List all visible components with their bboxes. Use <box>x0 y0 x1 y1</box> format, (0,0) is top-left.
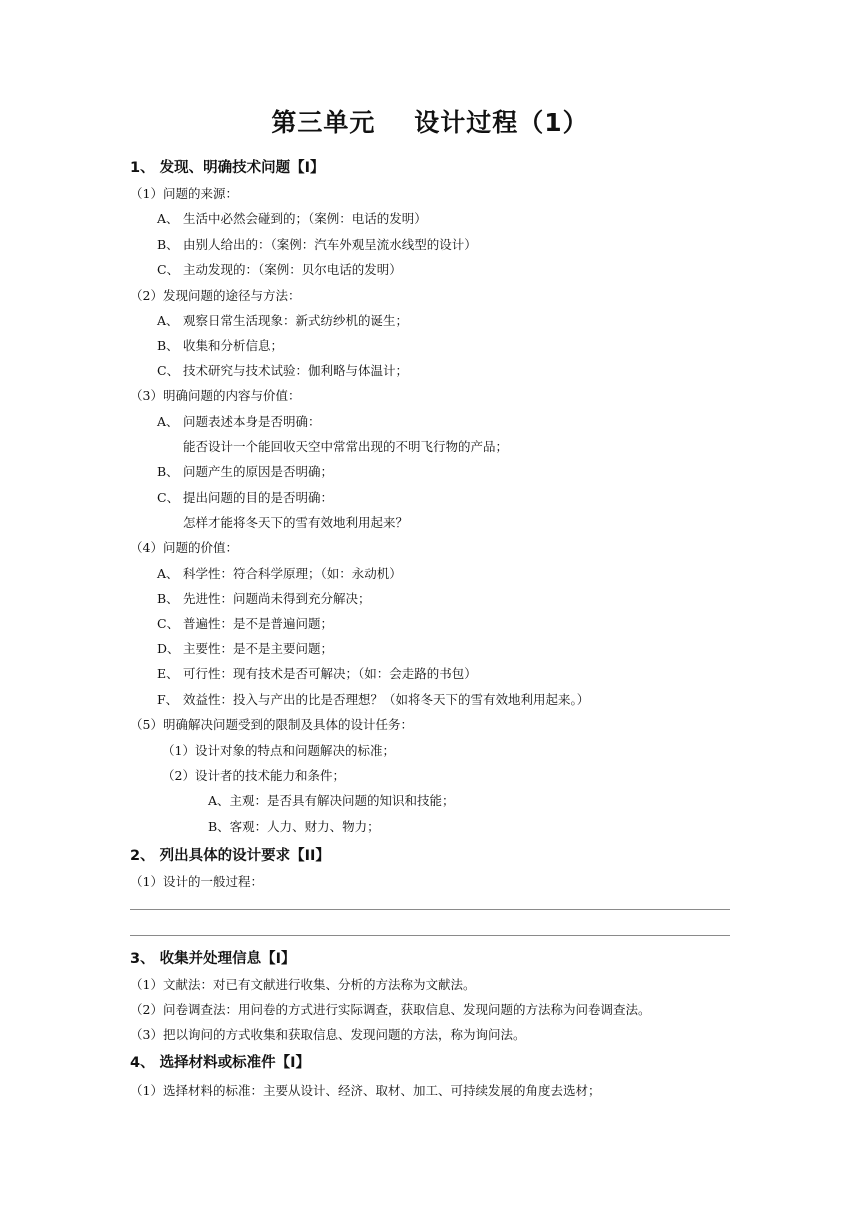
list-item-text: 问题表述本身是否明确： <box>183 414 321 429</box>
list-item-letter: C、 <box>157 490 180 505</box>
list-item-letter: A、 <box>157 566 179 581</box>
list-item-text: 先进性：问题尚未得到充分解决； <box>183 591 371 606</box>
list-item-text: 生活中必然会碰到的；（案例：电话的发明） <box>183 211 427 226</box>
list-item-text: 科学性：符合科学原理；（如：永动机） <box>183 566 402 581</box>
list-item-letter: C、 <box>157 363 180 378</box>
q1-label: （1）问题的来源： <box>130 186 238 201</box>
list-item-text: 问题产生的原因是否明确； <box>183 464 334 479</box>
list-item-letter: A、 <box>157 313 179 328</box>
sub-item: （2）设计者的技术能力和条件； <box>162 768 345 783</box>
page-title: 第三单元 设计过程（1） <box>271 108 589 137</box>
list-item-letter: C、 <box>157 616 180 631</box>
list-item-letter: B、 <box>157 464 179 479</box>
q5-label: （5）明确解决问题受到的限制及具体的设计任务： <box>130 717 413 732</box>
list-item-letter: A、 <box>157 414 179 429</box>
list-item-letter: A、 <box>157 211 179 226</box>
sub-sub-item: B、客观：人力、财力、物力； <box>208 819 380 834</box>
section-1-heading: 1、 发现、明确技术问题【I】 <box>130 160 325 176</box>
list-item-text: 提出问题的目的是否明确： <box>183 490 334 505</box>
list-item-letter: C、 <box>157 262 180 277</box>
list-item-text: 主要性：是不是主要问题； <box>183 641 334 656</box>
section-2-heading: 2、 列出具体的设计要求【II】 <box>130 848 330 864</box>
example-text: 能否设计一个能回收天空中常常出现的不明飞行物的产品； <box>183 439 509 454</box>
divider <box>130 909 730 910</box>
sub-sub-item: A、主观：是否具有解决问题的知识和技能； <box>208 793 455 808</box>
list-item-text: （3）把以询问的方式收集和获取信息、发现问题的方法，称为询问法。 <box>130 1027 526 1042</box>
list-item-text: 收集和分析信息； <box>183 338 284 353</box>
list-item-letter: B、 <box>157 591 179 606</box>
list-item-letter: B、 <box>157 237 179 252</box>
list-item-text: 由别人给出的：（案例：汽车外观呈流水线型的设计） <box>183 237 477 252</box>
list-item-text: （1）选择材料的标准：主要从设计、经济、取材、加工、可持续发展的角度去选材； <box>130 1083 601 1098</box>
list-item-letter: D、 <box>157 641 180 656</box>
q2-label: （2）发现问题的途径与方法： <box>130 288 301 303</box>
list-item-text: （1）文献法：对已有文献进行收集、分析的方法称为文献法。 <box>130 977 476 992</box>
section-3-heading: 3、 收集并处理信息【I】 <box>130 951 296 967</box>
list-item-text: 技术研究与技术试验：伽利略与体温计； <box>183 363 409 378</box>
list-item-text: 可行性：现有技术是否可解决；（如：会走路的书包） <box>183 666 477 681</box>
sub-item: （1）设计对象的特点和问题解决的标准； <box>162 743 395 758</box>
list-item-letter: B、 <box>157 338 179 353</box>
q3-label: （3）明确问题的内容与价值： <box>130 388 301 403</box>
section-4-heading: 4、 选择材料或标准件【I】 <box>130 1055 311 1071</box>
list-item-letter: E、 <box>157 666 179 681</box>
list-item-text: 普遍性：是不是普遍问题； <box>183 616 334 631</box>
list-item-letter: F、 <box>157 692 179 707</box>
list-item-text: 观察日常生活现象：新式纺纱机的诞生； <box>183 313 409 328</box>
q4-label: （4）问题的价值： <box>130 540 238 555</box>
list-item-text: 主动发现的：（案例：贝尔电话的发明） <box>183 262 402 277</box>
divider <box>130 935 730 936</box>
list-item-text: （2）问卷调查法：用问卷的方式进行实际调查，获取信息、发现问题的方法称为问卷调查法。 <box>130 1002 651 1017</box>
example-text: 怎样才能将冬天下的雪有效地利用起来？ <box>183 515 409 530</box>
list-item-text: 效益性：投入与产出的比是否理想？（如将冬天下的雪有效地利用起来。） <box>183 692 590 707</box>
q1-label: （1）设计的一般过程： <box>130 874 263 889</box>
